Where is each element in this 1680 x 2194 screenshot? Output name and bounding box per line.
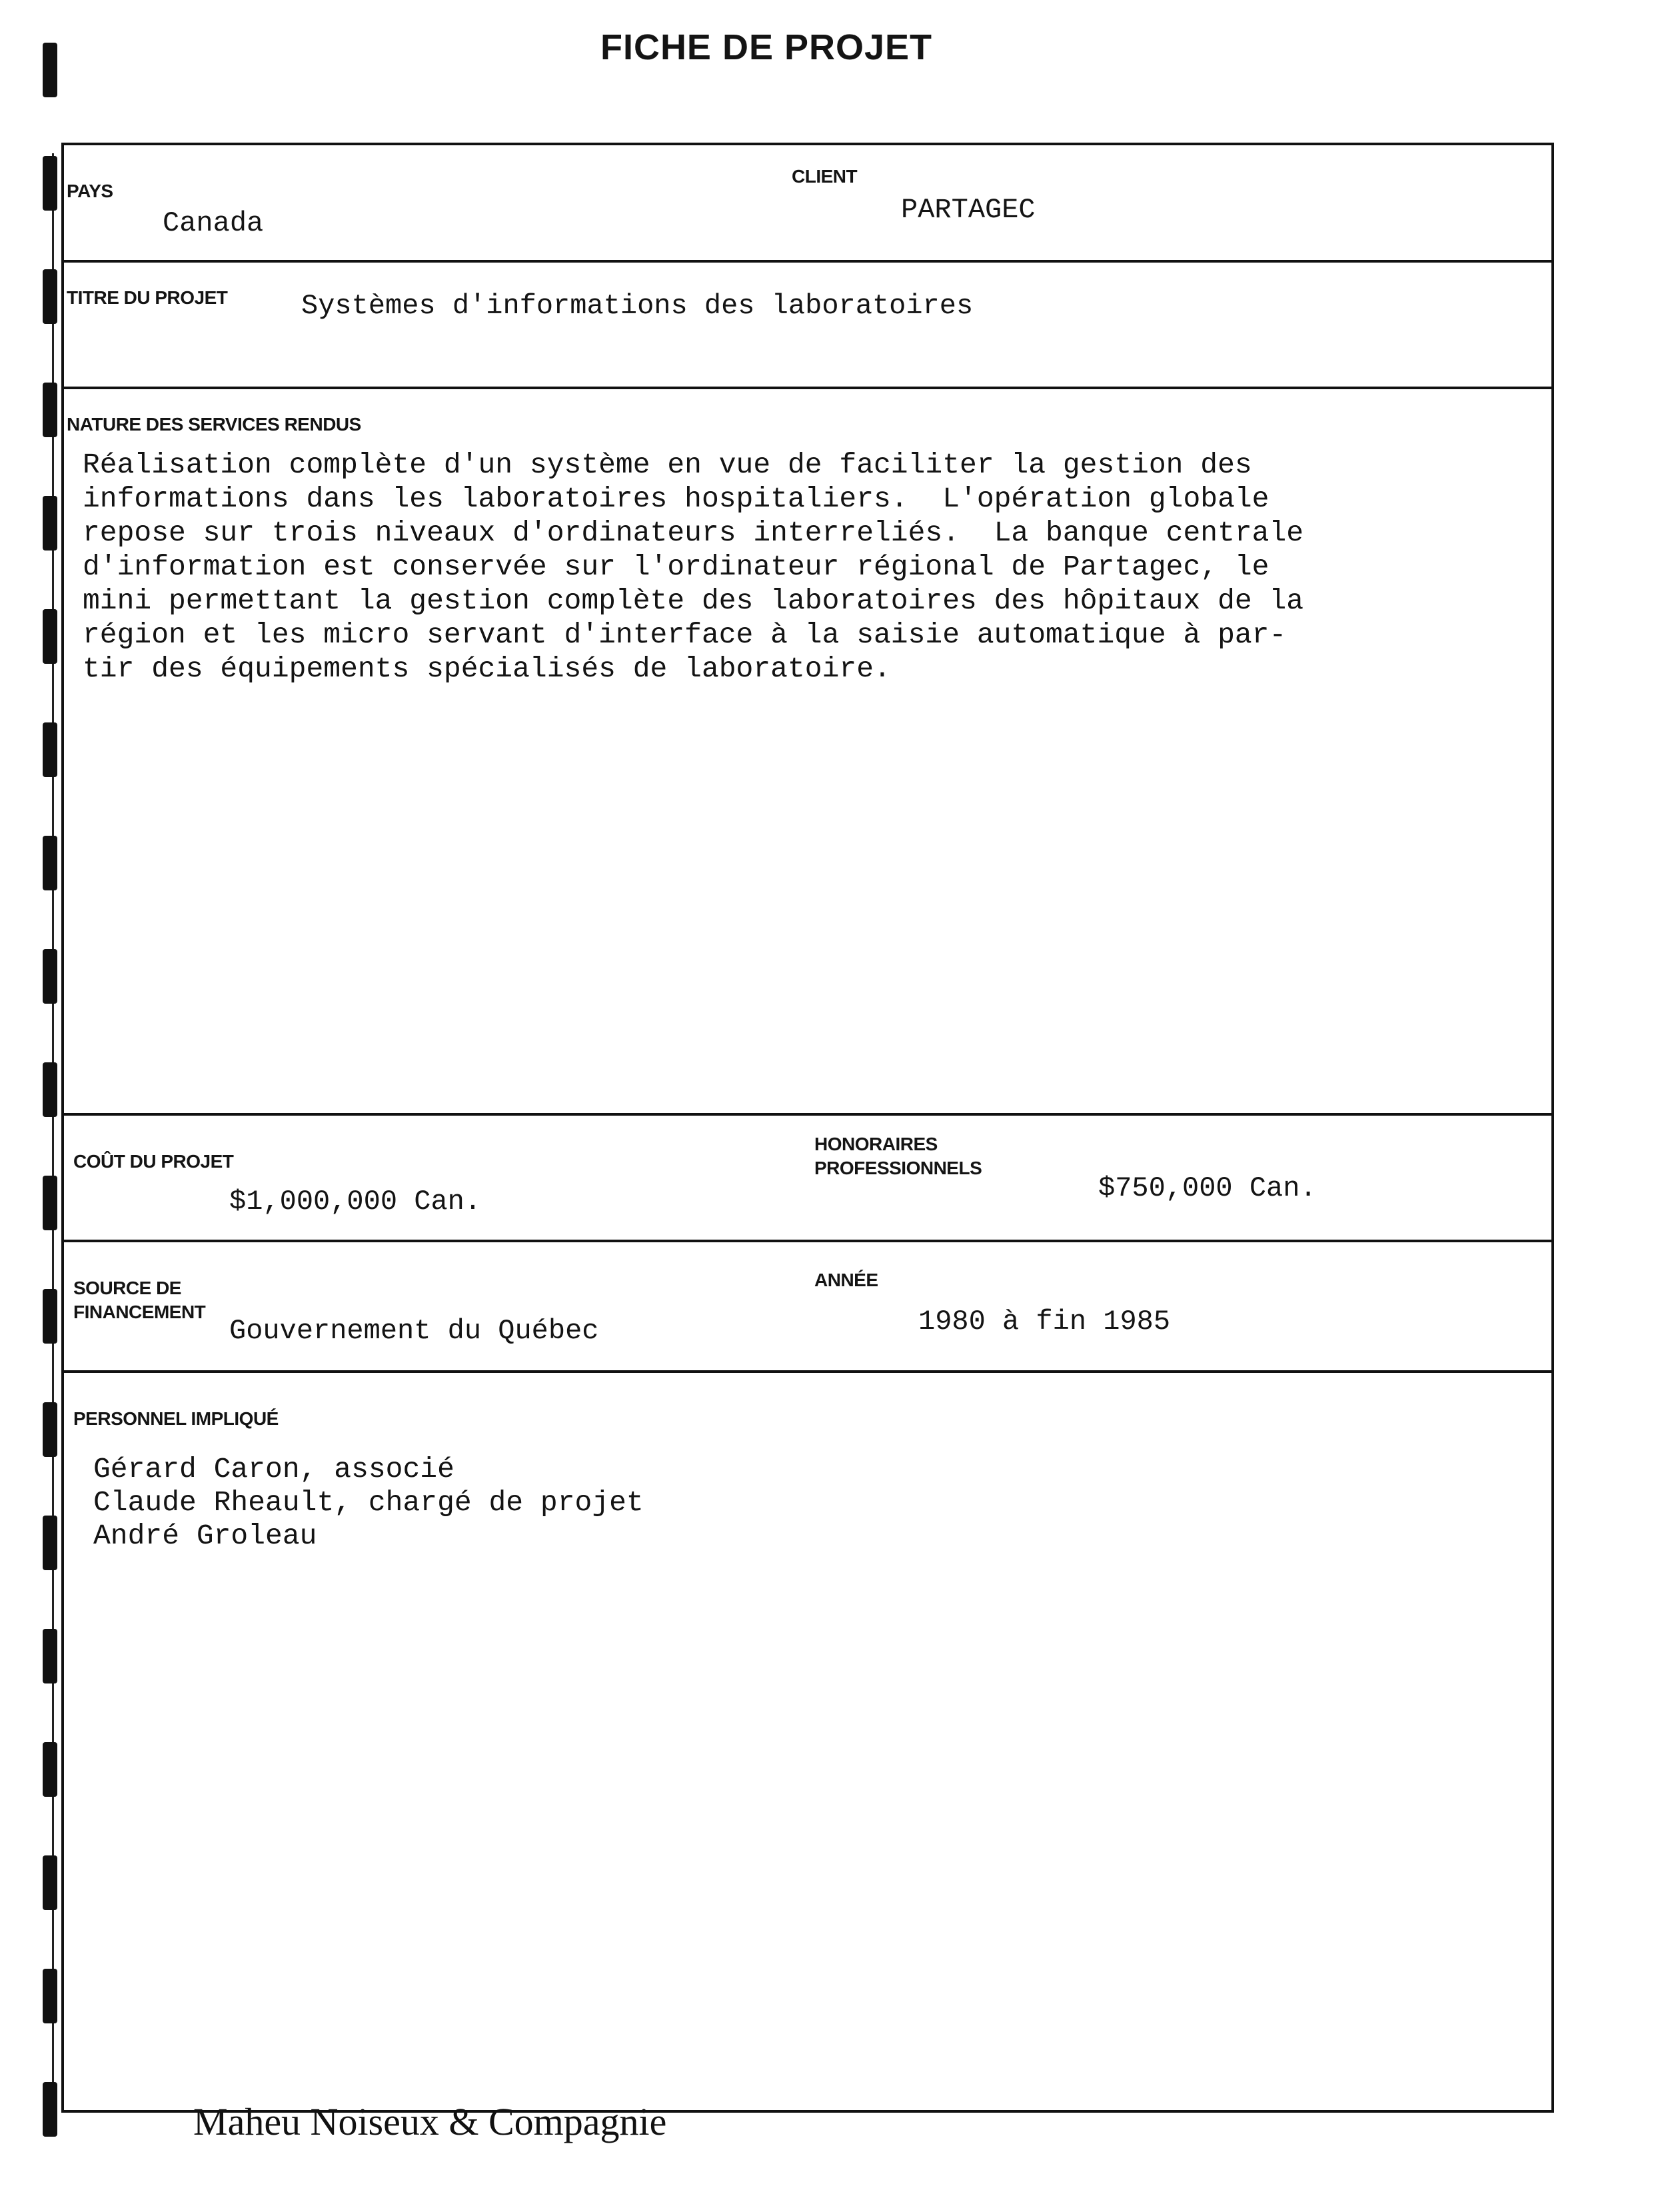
binder-mark bbox=[43, 269, 57, 324]
source-value: Gouvernement du Québec bbox=[229, 1315, 599, 1347]
binder-mark bbox=[43, 1289, 57, 1344]
honoraires-label: HONORAIRES bbox=[814, 1134, 938, 1154]
honoraires-label-2: PROFESSIONNELS bbox=[814, 1158, 982, 1178]
source-label: SOURCE DE bbox=[73, 1278, 181, 1298]
honoraires-value: $750,000 Can. bbox=[1098, 1172, 1317, 1204]
personnel-label: PERSONNEL IMPLIQUÉ bbox=[73, 1408, 279, 1429]
binder-mark bbox=[43, 1062, 57, 1117]
titre-value: Systèmes d'informations des laboratoires bbox=[301, 290, 974, 322]
nature-line: mini permettant la gestion complète des laboratoires des hôpitaux de la bbox=[83, 584, 1304, 617]
client-value: PARTAGEC bbox=[901, 194, 1036, 226]
row-source-annee bbox=[64, 1242, 1551, 1373]
binder-line bbox=[52, 153, 54, 2119]
page-title: FICHE DE PROJET bbox=[600, 27, 933, 67]
pays-value: Canada bbox=[163, 207, 264, 239]
annee-label: ANNÉE bbox=[814, 1270, 878, 1290]
binder-mark bbox=[43, 2082, 57, 2137]
titre-label: TITRE DU PROJET bbox=[67, 287, 228, 308]
binder-mark bbox=[43, 1629, 57, 1683]
nature-label: NATURE DES SERVICES RENDUS bbox=[67, 414, 361, 435]
personnel-item: Gérard Caron, associé bbox=[93, 1453, 454, 1486]
nature-line: tir des équipements spécialisés de laboratoire. bbox=[83, 652, 891, 685]
personnel-item: André Groleau bbox=[93, 1520, 317, 1552]
binder-mark bbox=[43, 722, 57, 777]
source-label-2: FINANCEMENT bbox=[73, 1302, 206, 1322]
binder-mark bbox=[43, 383, 57, 437]
binder-mark bbox=[43, 949, 57, 1004]
binder-mark bbox=[43, 609, 57, 664]
personnel-item: Claude Rheault, chargé de projet bbox=[93, 1486, 644, 1519]
annee-value: 1980 à fin 1985 bbox=[918, 1306, 1171, 1338]
row-titre bbox=[64, 263, 1551, 389]
nature-line: Réalisation complète d'un système en vue de faciliter la gestion des bbox=[83, 449, 1252, 481]
row-cout-honoraires bbox=[64, 1116, 1551, 1242]
cout-value: $1,000,000 Can. bbox=[229, 1186, 482, 1218]
binder-mark bbox=[43, 836, 57, 890]
cout-label: COÛT DU PROJET bbox=[73, 1151, 234, 1172]
binder-mark bbox=[43, 156, 57, 211]
binder-mark bbox=[43, 1402, 57, 1457]
client-label: CLIENT bbox=[792, 166, 858, 187]
binder-mark bbox=[43, 1969, 57, 2023]
pays-label: PAYS bbox=[67, 181, 113, 201]
row-pays-client bbox=[64, 145, 1551, 263]
nature-text bbox=[83, 448, 1529, 686]
project-form bbox=[61, 143, 1554, 2113]
binder-mark bbox=[43, 1176, 57, 1230]
binder-mark bbox=[43, 1855, 57, 1910]
binder-mark bbox=[43, 43, 57, 97]
row-personnel bbox=[64, 1373, 1551, 2110]
nature-line: repose sur trois niveaux d'ordinateurs interreliés. La banque centrale bbox=[83, 517, 1304, 549]
binder-mark bbox=[43, 1742, 57, 1797]
nature-line: informations dans les laboratoires hospitaliers. L'opération globale bbox=[83, 483, 1269, 515]
personnel-list bbox=[93, 1453, 644, 1553]
nature-line: d'information est conservée sur l'ordinateur régional de Partagec, le bbox=[83, 550, 1269, 583]
nature-line: région et les micro servant d'interface à la saisie automatique à par- bbox=[83, 618, 1287, 651]
binder-mark bbox=[43, 1516, 57, 1570]
binder-mark bbox=[43, 496, 57, 550]
row-nature bbox=[64, 389, 1551, 1116]
company-footer: Maheu Noiseux & Compagnie bbox=[193, 2100, 667, 2143]
